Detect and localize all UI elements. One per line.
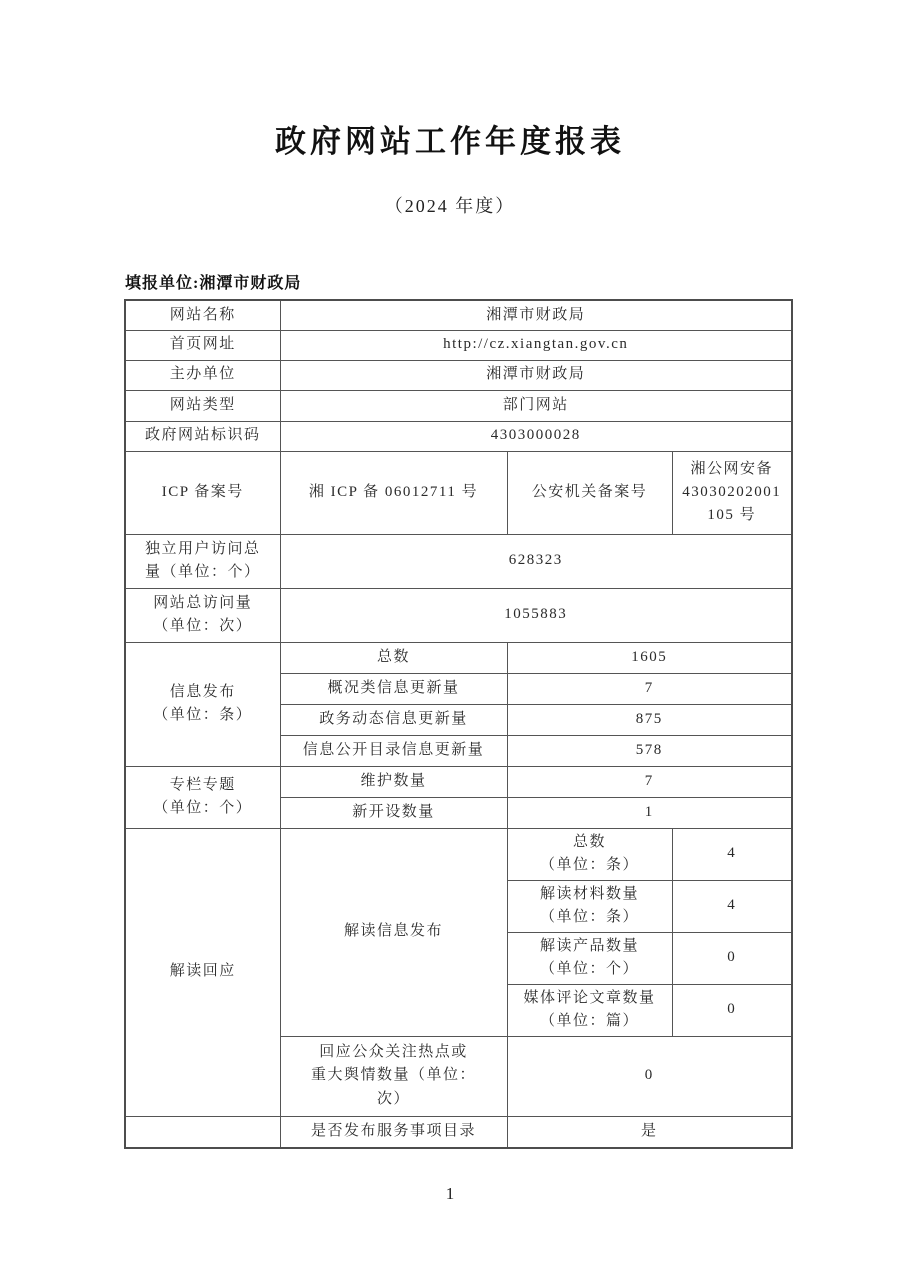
table-row	[125, 766, 792, 797]
table-row	[125, 588, 792, 642]
label-line: 独立用户访问总	[144, 540, 261, 557]
label-line: 媒体评论文章数量	[523, 989, 656, 1006]
label-line: （单位：条）	[539, 909, 639, 925]
table-row	[125, 642, 792, 673]
service-directory-label: 是否发布服务事项目录	[280, 1116, 507, 1148]
site-name-value: 湘潭市财政局	[280, 300, 792, 330]
total-visits-label	[125, 588, 280, 642]
info-publish-directory-label: 信息公开目录信息更新量	[280, 735, 507, 766]
page-title: 政府网站工作年度报表	[275, 124, 625, 159]
icp-value: 湘 ICP 备 06012711 号	[280, 451, 507, 534]
special-columns-new-label: 新开设数量	[280, 797, 507, 828]
interpretation-total-value: 4	[672, 828, 792, 880]
icp-label: ICP 备案号	[125, 451, 280, 534]
special-columns-label	[125, 766, 280, 828]
police-record-line: 43030202001	[682, 483, 782, 500]
table-row	[125, 300, 792, 330]
empty-cell	[125, 1116, 280, 1148]
table-row	[125, 451, 792, 534]
info-publish-dynamics-label: 政务动态信息更新量	[280, 704, 507, 735]
label-line: 网站总访问量	[153, 594, 253, 611]
label-line: 量（单位：个）	[144, 564, 261, 580]
annual-report-table	[124, 299, 793, 1149]
special-columns-new-value: 1	[507, 797, 792, 828]
table-row	[125, 828, 792, 880]
interpretation-publish-label: 解读信息发布	[280, 828, 507, 1036]
special-columns-maintained-value: 7	[507, 766, 792, 797]
interpretation-material-value: 4	[672, 880, 792, 932]
page-subtitle: （2024 年度）	[384, 196, 516, 216]
interpretation-label: 解读回应	[125, 828, 280, 1116]
info-publish-total-label: 总数	[280, 642, 507, 673]
label-line: 回应公众关注热点或	[319, 1044, 468, 1061]
table-row	[125, 360, 792, 390]
label-line: 总数	[572, 833, 606, 850]
label-line: 次）	[376, 1090, 410, 1107]
label-line: （单位：条）	[153, 707, 253, 723]
site-type-label: 网站类型	[125, 390, 280, 421]
total-visits-value: 1055883	[280, 588, 792, 642]
homepage-url-value: http://cz.xiangtan.gov.cn	[280, 330, 792, 360]
label-line: （单位：篇）	[539, 1013, 639, 1029]
label-line: （单位：条）	[539, 857, 639, 873]
interpretation-total-label	[507, 828, 672, 880]
table-row	[125, 421, 792, 451]
site-code-label: 政府网站标识码	[125, 421, 280, 451]
interpretation-product-value: 0	[672, 932, 792, 984]
reporting-unit: 填报单位:湘潭市财政局	[125, 275, 302, 292]
police-record-label: 公安机关备案号	[507, 451, 672, 534]
interpretation-media-value: 0	[672, 984, 792, 1036]
page-number: 1	[445, 1184, 455, 1203]
info-publish-total-value: 1605	[507, 642, 792, 673]
interpretation-product-label	[507, 932, 672, 984]
table-row	[125, 330, 792, 360]
label-line: 解读产品数量	[539, 937, 639, 954]
interpretation-material-label	[507, 880, 672, 932]
table-row	[125, 534, 792, 588]
info-publish-dynamics-value: 875	[507, 704, 792, 735]
label-line: 重大舆情数量（单位：	[310, 1067, 476, 1084]
table-row	[125, 1116, 792, 1148]
hotspot-response-value: 0	[507, 1036, 792, 1116]
label-line: （单位：次）	[153, 618, 253, 634]
police-record-value	[672, 451, 792, 534]
info-publish-directory-value: 578	[507, 735, 792, 766]
organizer-label: 主办单位	[125, 360, 280, 390]
hotspot-response-label	[280, 1036, 507, 1116]
label-line: 信息发布	[169, 683, 236, 700]
special-columns-maintained-label: 维护数量	[280, 766, 507, 797]
table-row	[125, 390, 792, 421]
info-publish-overview-value: 7	[507, 673, 792, 704]
site-name-label: 网站名称	[125, 300, 280, 330]
site-type-value: 部门网站	[280, 390, 792, 421]
label-line: 专栏专题	[169, 776, 236, 793]
label-line: （单位：个）	[539, 961, 639, 977]
info-publish-label	[125, 642, 280, 766]
label-line: （单位：个）	[153, 800, 253, 816]
police-record-line: 105 号	[707, 507, 757, 524]
service-directory-value: 是	[507, 1116, 792, 1148]
organizer-value: 湘潭市财政局	[280, 360, 792, 390]
homepage-url-label: 首页网址	[125, 330, 280, 360]
site-code-value: 4303000028	[280, 421, 792, 451]
info-publish-overview-label: 概况类信息更新量	[280, 673, 507, 704]
label-line: 解读材料数量	[539, 885, 639, 902]
interpretation-media-label	[507, 984, 672, 1036]
unique-visitors-value: 628323	[280, 534, 792, 588]
unique-visitors-label	[125, 534, 280, 588]
police-record-line: 湘公网安备	[690, 460, 773, 477]
